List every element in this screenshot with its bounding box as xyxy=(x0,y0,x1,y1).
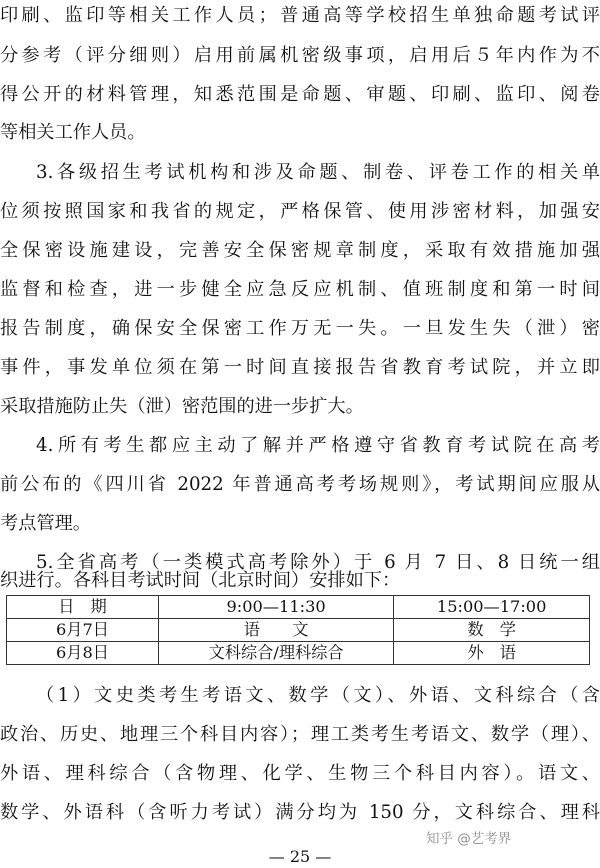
paragraph-line: 位须按照国家和我省的规定，严格保管、使用涉密材料，加强安 xyxy=(0,201,600,222)
table-row xyxy=(7,619,590,642)
watermark: 知乎 @艺考界 xyxy=(426,831,512,847)
table-header-cell: 9:00—11:30 xyxy=(158,596,393,619)
paragraph-line: 5.全省高考（一类模式高考除外）于 6 月 7 日、8 日统一组 xyxy=(36,552,600,573)
exam-schedule-table xyxy=(6,595,590,665)
table-header-cell: 日 期 xyxy=(7,596,159,619)
paragraph-line: 考点管理。 xyxy=(0,513,91,534)
table-cell: 外 语 xyxy=(394,642,590,665)
paragraph-line: 分参考（评分细则）启用前属机密级事项，启用后５年内作为不 xyxy=(0,45,600,66)
paragraph-line: 得公开的材料管理，知悉范围是命题、审题、印刷、监印、阅卷 xyxy=(0,84,600,105)
paragraph-line: 4.所有考生都应主动了解并严格遵守省教育考试院在高考 xyxy=(36,435,600,456)
table-header-cell: 15:00—17:00 xyxy=(394,596,590,619)
paragraph-line: 外语、理科综合（含物理、化学、生物三个科目内容）。语文、 xyxy=(0,763,600,784)
paragraph-line: 前公布的《四川省 2022 年普通高考考场规则》，考试期间应服从 xyxy=(0,474,600,495)
paragraph-line: 全保密设施建设，完善安全保密规章制度，采取有效措施加强 xyxy=(0,240,600,261)
paragraph-line: 监督和检查，进一步健全应急反应机制、值班制度和第一时间 xyxy=(0,279,600,300)
paragraph-line: 3.各级招生考试机构和涉及命题、制卷、评卷工作的相关单 xyxy=(36,162,600,183)
table-cell: 6月8日 xyxy=(7,642,159,665)
paragraph-line: （1）文史类考生考语文、数学（文）、外语、文科综合（含 xyxy=(36,685,600,706)
paragraph-line: 报告制度，确保安全保密工作万无一失。一旦发生失（泄）密 xyxy=(0,318,600,339)
paragraph-line: 政治、历史、地理三个科目内容）；理工类考生考语文、数学（理）、 xyxy=(0,724,600,745)
table-cell: 6月7日 xyxy=(7,619,159,642)
table-header-row xyxy=(7,596,590,619)
table-cell: 语 文 xyxy=(158,619,393,642)
paragraph-line: 数学、外语科（含听力考试）满分均为 150 分，文科综合、理科 xyxy=(0,802,600,823)
table-cell: 数 学 xyxy=(394,619,590,642)
table-cell: 文科综合/理科综合 xyxy=(158,642,393,665)
paragraph-line: 采取措施防止失（泄）密范围的进一步扩大。 xyxy=(0,396,364,417)
paragraph-line: 织进行。各科目考试时间（北京时间）安排如下： xyxy=(0,570,401,591)
table-row xyxy=(7,642,590,665)
paragraph-line: 等相关工作人员。 xyxy=(0,122,146,143)
page-number: — 25 — xyxy=(268,847,332,866)
paragraph-line: 事件，事发单位须在第一时间直接报告省教育考试院，并立即 xyxy=(0,357,600,378)
paragraph-line: 印刷、监印等相关工作人员；普通高等学校招生单独命题考试评 xyxy=(0,5,600,26)
